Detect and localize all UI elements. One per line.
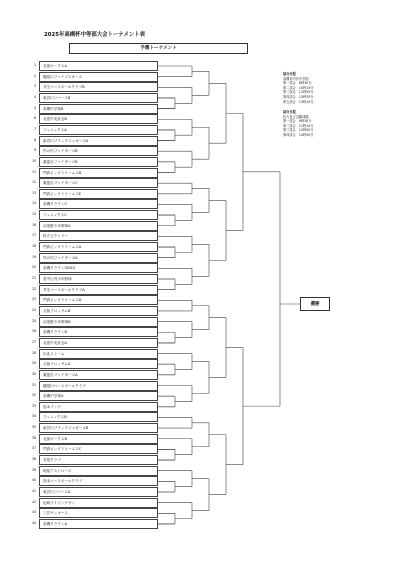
team-number: 10 — [31, 158, 36, 163]
team-number: 12 — [31, 180, 36, 185]
team-name: 高槻クラウンB — [39, 327, 158, 337]
team-name: 北豊中友好会B — [39, 114, 158, 124]
team-number: 34 — [31, 414, 36, 419]
schedule-line: 第五試合 15時10分 — [283, 99, 314, 104]
schedule-heading: 試合日程 — [283, 110, 296, 114]
team-name: 門真ビッグドリームスD — [39, 295, 158, 305]
team-number: 3 — [33, 84, 36, 89]
team-name: 竹の内ファイターズB — [39, 146, 158, 156]
team-name: 栗菱台ファイターズA — [39, 370, 158, 380]
schedule-line: 第一試合 8時30分 — [283, 81, 312, 86]
team-name: 新宮川ブラックジャガーズA — [39, 136, 158, 146]
team-number: 41 — [31, 489, 36, 493]
team-number: 13 — [31, 190, 36, 195]
schedule-line: 第一試合 9時30分 — [283, 119, 312, 124]
team-number: 7 — [33, 126, 36, 131]
team-number: 4 — [33, 94, 36, 99]
team-number: 15 — [31, 212, 36, 217]
team-name: 高槻クラウンA — [39, 519, 158, 529]
team-name: 島本ベースボールクラブ — [39, 476, 158, 486]
team-name: 芥生ベースボールクラブA — [39, 285, 158, 295]
team-name: 尼崎ライジングサン — [39, 498, 158, 508]
team-name: 枚方ビクトリー — [39, 231, 158, 241]
team-number: 37 — [31, 446, 36, 451]
schedule-line: 第三試合 12時50分 — [283, 128, 314, 133]
team-name: 高槻中学校A — [39, 391, 158, 401]
schedule-line: 第四試合 14時30分 — [283, 132, 314, 137]
team-number: 2 — [33, 73, 36, 78]
team-number: 21 — [31, 276, 36, 280]
team-number: 33 — [31, 403, 36, 408]
team-name: 芥生ベースボールクラブB — [39, 82, 158, 92]
team-name: 樋屋川ベースボールクラブ — [39, 381, 158, 391]
team-name: 島本イング — [39, 402, 158, 412]
team-number: 17 — [31, 233, 36, 238]
team-number: 27 — [31, 339, 36, 344]
team-name: 栗菱台ファイターズC — [39, 178, 158, 188]
schedule-line: 第四試合 13時35分 — [283, 94, 314, 99]
team-name: 新宮川ブラックジャガーズB — [39, 423, 158, 433]
team-number: 26 — [31, 329, 36, 334]
team-name: フェニックスB — [39, 412, 158, 422]
team-name: 高槻クラウンGIRLS — [39, 263, 158, 273]
schedule-heading: 試合日程 — [283, 72, 296, 76]
team-number: 24 — [31, 307, 36, 312]
team-number: 44 — [31, 520, 36, 525]
team-number: 36 — [31, 435, 36, 440]
team-number: 19 — [31, 254, 36, 259]
team-number: 20 — [31, 265, 36, 270]
team-name: 門真ビッグドリームスC — [39, 444, 158, 454]
team-name: 高槻中学校B — [39, 104, 158, 114]
team-name: 豊中広内少年野球 — [39, 274, 158, 284]
schedule-line: 第三試合 11時55分 — [283, 90, 314, 95]
team-number: 8 — [33, 137, 36, 142]
team-number: 31 — [31, 382, 36, 387]
team-name: 三井ヤンキース — [39, 508, 158, 518]
team-number: 1 — [33, 63, 36, 67]
team-number: 28 — [31, 350, 36, 355]
team-name: 羽曳野少年野球B — [39, 317, 158, 327]
team-name: フェニックスA — [39, 125, 158, 135]
schedule-info-2 — [283, 110, 313, 138]
winner-box: 優勝 — [300, 297, 330, 311]
team-name: フェニックスC — [39, 210, 158, 220]
team-name: 北豊中友好会A — [39, 338, 158, 348]
team-name: 栗菱台ファイターズB — [39, 157, 158, 167]
page-title: 2025年高槻杯中等部大会トーナメント表 — [44, 32, 146, 38]
schedule-line: 第二試合 11時10分 — [283, 123, 314, 128]
team-name: 高槻クラウンC — [39, 199, 158, 209]
schedule-info-1 — [283, 72, 313, 104]
team-name: 竹の内ファイターズA — [39, 253, 158, 263]
schedule-venue: 枚方及び近隣球場 — [283, 114, 309, 119]
team-number: 39 — [31, 467, 36, 472]
team-number: 22 — [31, 286, 36, 291]
team-number: 25 — [31, 318, 36, 323]
schedule-line: 第二試合 10時15分 — [283, 85, 314, 90]
team-number: 5 — [33, 105, 36, 110]
team-name: 大阪ブロッサムA — [39, 359, 158, 369]
section-title-box: 予選トーナメント — [69, 43, 248, 54]
team-number: 23 — [31, 297, 36, 302]
team-name: 羽曳野少年野球A — [39, 221, 158, 231]
team-name: 門真ビッグドリームスB — [39, 168, 158, 178]
team-name: 北部ホークスB — [39, 434, 158, 444]
schedule-venue: 高槻市内各中学校 — [283, 76, 309, 81]
team-number: 18 — [31, 244, 36, 249]
team-name: 奥宮川リバースA — [39, 487, 158, 497]
team-number: 9 — [33, 148, 36, 153]
team-number: 38 — [31, 457, 36, 462]
team-name: 長尾クラブ — [39, 455, 158, 465]
team-number: 16 — [31, 222, 36, 227]
team-name: 北部ホークスA — [39, 61, 158, 71]
team-number: 40 — [31, 478, 36, 483]
team-number: 35 — [31, 425, 36, 430]
team-number: 6 — [33, 116, 36, 121]
team-number: 30 — [31, 371, 36, 376]
team-number: 43 — [31, 510, 36, 515]
team-name: 明星アスナローズ — [39, 466, 158, 476]
team-number: 42 — [31, 499, 36, 504]
team-name: 門真ビッグドリームスE — [39, 189, 158, 199]
team-number: 11 — [31, 169, 36, 174]
team-name: 奥宮川リバースB — [39, 93, 158, 103]
team-number: 29 — [31, 361, 36, 366]
team-number: 14 — [31, 201, 36, 206]
team-name: 樋屋川ファイブスターズ — [39, 72, 158, 82]
team-number: 32 — [31, 393, 36, 398]
team-name: 大阪ブロッサムB — [39, 306, 158, 316]
team-name: 門真ビッグドリームスA — [39, 242, 158, 252]
team-name: 川北ストーム — [39, 349, 158, 359]
